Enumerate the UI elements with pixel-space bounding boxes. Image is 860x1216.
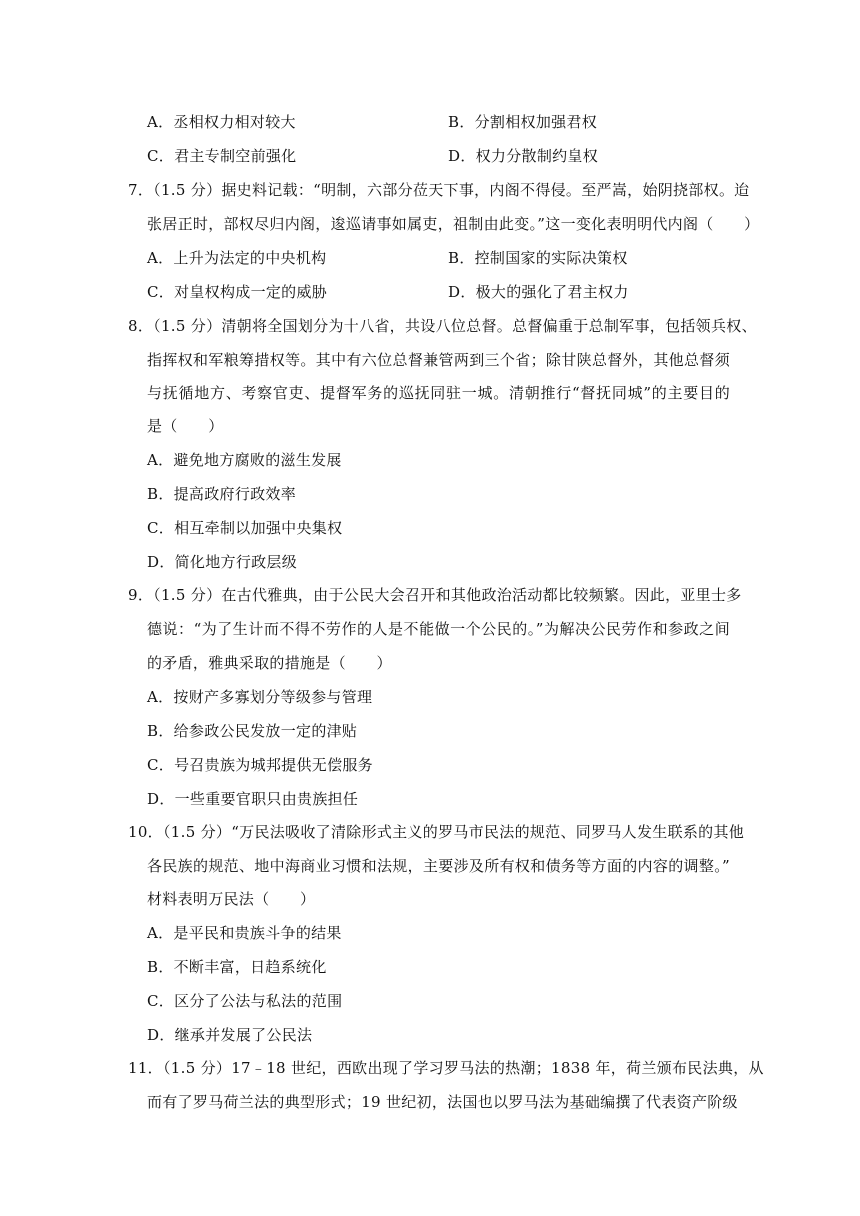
- option-a: A．上升为法定的中央机构: [147, 249, 327, 267]
- question-stem-line: 张居正时，部权尽归内阁，逡巡请事如属吏，祖制由此变。”这一变化表明明代内阁（ ）: [147, 215, 760, 233]
- question-stem-line: 8．（1.5 分）清朝将全国划分为十八省，共设八位总督。总督偏重于总制军事，包括领兵权、: [128, 317, 757, 335]
- question-stem-line: 而有了罗马荷兰法的典型形式；19 世纪初，法国也以罗马法为基础编撰了代表资产阶级: [147, 1093, 738, 1111]
- option-c: C．号召贵族为城邦提供无偿服务: [147, 756, 373, 774]
- option-a: A．按财产多寡划分等级参与管理: [147, 688, 373, 706]
- option-d: D．一些重要官职只由贵族担任: [147, 790, 359, 808]
- question-stem-line: 7．（1.5 分）据史料记载：“明制，六部分莅天下事，内阁不得侵。至严嵩，始阴挠部权。迨: [128, 181, 750, 199]
- option-c: C．对皇权构成一定的威胁: [147, 283, 328, 301]
- option-a: A．丞相权力相对较大: [147, 113, 296, 131]
- question-stem-line: 各民族的规范、地中海商业习惯和法规，主要涉及所有权和债务等方面的内容的调整。”: [147, 857, 730, 875]
- question-stem-line: 11．（1.5 分）17﹣18 世纪，西欧出现了学习罗马法的热潮；1838 年，荷兰颁布民法典，从: [128, 1059, 764, 1077]
- option-d: D．极大的强化了君主权力: [448, 283, 629, 301]
- option-c: C．相互牵制以加强中央集权: [147, 519, 343, 537]
- question-stem-line: 与抚循地方、考察官吏、提督军务的巡抚同驻一城。清朝推行“督抚同城”的主要目的: [147, 384, 730, 402]
- option-c: C．君主专制空前强化: [147, 147, 297, 165]
- option-a: A．避免地方腐败的滋生发展: [147, 451, 342, 469]
- question-stem-line: 指挥权和军粮筹措权等。其中有六位总督兼管两到三个省；除甘陕总督外，其他总督须: [147, 351, 730, 369]
- question-stem-line: 德说：“为了生计而不得不劳作的人是不能做一个公民的。”为解决公民劳作和参政之间: [147, 620, 730, 638]
- question-stem-line: 9．（1.5 分）在古代雅典，由于公民大会召开和其他政治活动都比较频繁。因此，亚里士多: [128, 586, 742, 604]
- option-d: D．权力分散制约皇权: [448, 147, 599, 165]
- option-b: B．控制国家的实际决策权: [448, 249, 628, 267]
- option-d: D．继承并发展了公民法: [147, 1026, 313, 1044]
- option-a: A．是平民和贵族斗争的结果: [147, 924, 342, 942]
- option-d: D．简化地方行政层级: [147, 553, 298, 571]
- question-stem-line: 是（ ）: [147, 417, 224, 435]
- option-b: B．不断丰富，日趋系统化: [147, 958, 327, 976]
- question-stem-line: 材料表明万民法（ ）: [147, 890, 316, 908]
- option-b: B．提高政府行政效率: [147, 485, 297, 503]
- question-stem-line: 10．（1.5 分）“万民法吸收了清除形式主义的罗马市民法的规范、同罗马人发生联系的其他: [128, 823, 745, 841]
- option-c: C．区分了公法与私法的范围: [147, 992, 343, 1010]
- option-b: B．给参政公民发放一定的津贴: [147, 722, 358, 740]
- option-b: B．分割相权加强君权: [448, 113, 598, 131]
- question-stem-line: 的矛盾，雅典采取的措施是（ ）: [147, 654, 392, 672]
